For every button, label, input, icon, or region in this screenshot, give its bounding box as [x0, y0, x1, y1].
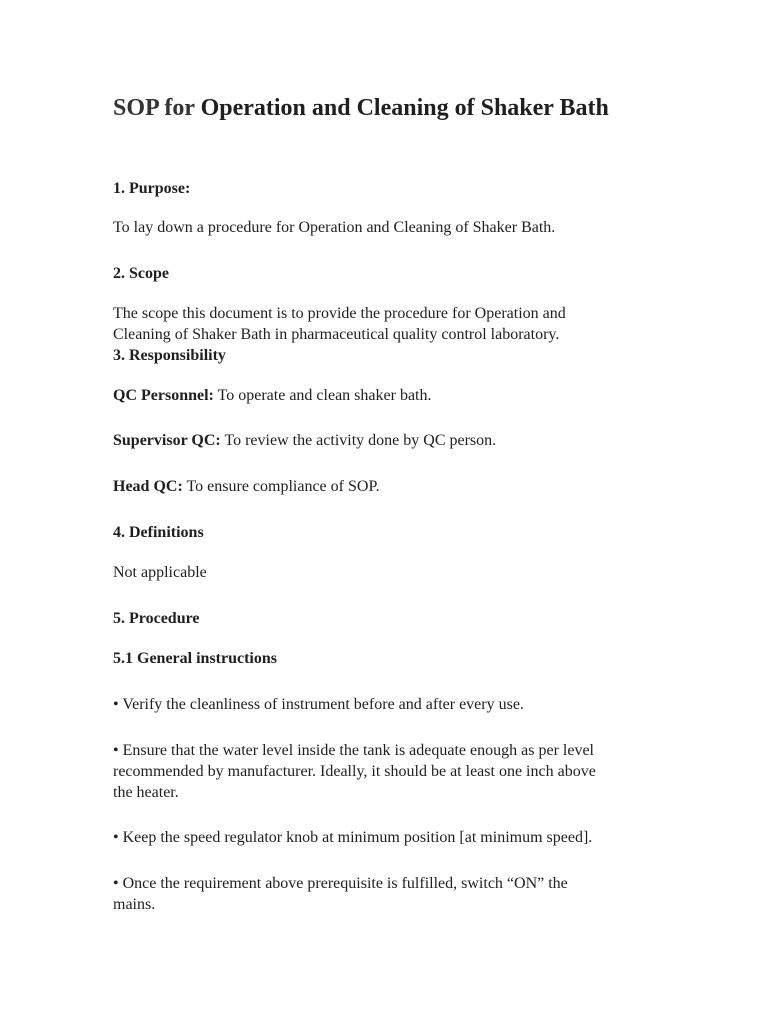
qc-personnel-text: To operate and clean shaker bath. [217, 387, 432, 404]
bullet-cleanliness: • Verify the cleanliness of instrument before and after every use. [113, 696, 524, 713]
bullet-water-level-line2: recommended by manufacturer. Ideally, it should be at least one inch above [113, 763, 596, 780]
bullet-switch-on-line1: • Once the requirement above prerequisite is fulfilled, switch “ON” the [113, 875, 568, 892]
qc-personnel-line [113, 385, 431, 406]
responsibility-heading: 3. Responsibility [113, 347, 226, 364]
bullet-switch-on-line2: mains. [113, 896, 156, 913]
definitions-heading: 4. Definitions [113, 524, 204, 541]
supervisor-label: Supervisor QC: [113, 432, 221, 449]
purpose-text: To lay down a procedure for Operation and Cleaning of Shaker Bath. [113, 219, 556, 236]
purpose-heading: 1. Purpose: [113, 180, 191, 197]
scope-heading: 2. Scope [113, 265, 169, 282]
bullet-water-level-line1: • Ensure that the water level inside the tank is adequate enough as per level [113, 742, 594, 759]
bullet-water-level-line3: the heater. [113, 784, 179, 801]
qc-personnel-label: QC Personnel: [113, 387, 214, 404]
scope-text-line2: Cleaning of Shaker Bath in pharmaceutical quality control laboratory. [113, 326, 560, 343]
general-instructions-heading: 5.1 General instructions [113, 650, 277, 667]
definitions-text: Not applicable [113, 564, 207, 581]
title-prefix: SOP for [113, 95, 195, 121]
head-qc-line [113, 476, 380, 497]
title-main: Operation and Cleaning of Shaker Bath [200, 95, 609, 121]
head-qc-text: To ensure compliance of SOP. [186, 478, 380, 495]
supervisor-text: To review the activity done by QC person. [224, 432, 497, 449]
document-title [113, 92, 609, 124]
supervisor-line [113, 430, 496, 451]
scope-text-line1: The scope this document is to provide the procedure for Operation and [113, 305, 566, 322]
head-qc-label: Head QC: [113, 478, 183, 495]
bullet-speed-knob: • Keep the speed regulator knob at minimum position [at minimum speed]. [113, 829, 593, 846]
procedure-heading: 5. Procedure [113, 610, 200, 627]
